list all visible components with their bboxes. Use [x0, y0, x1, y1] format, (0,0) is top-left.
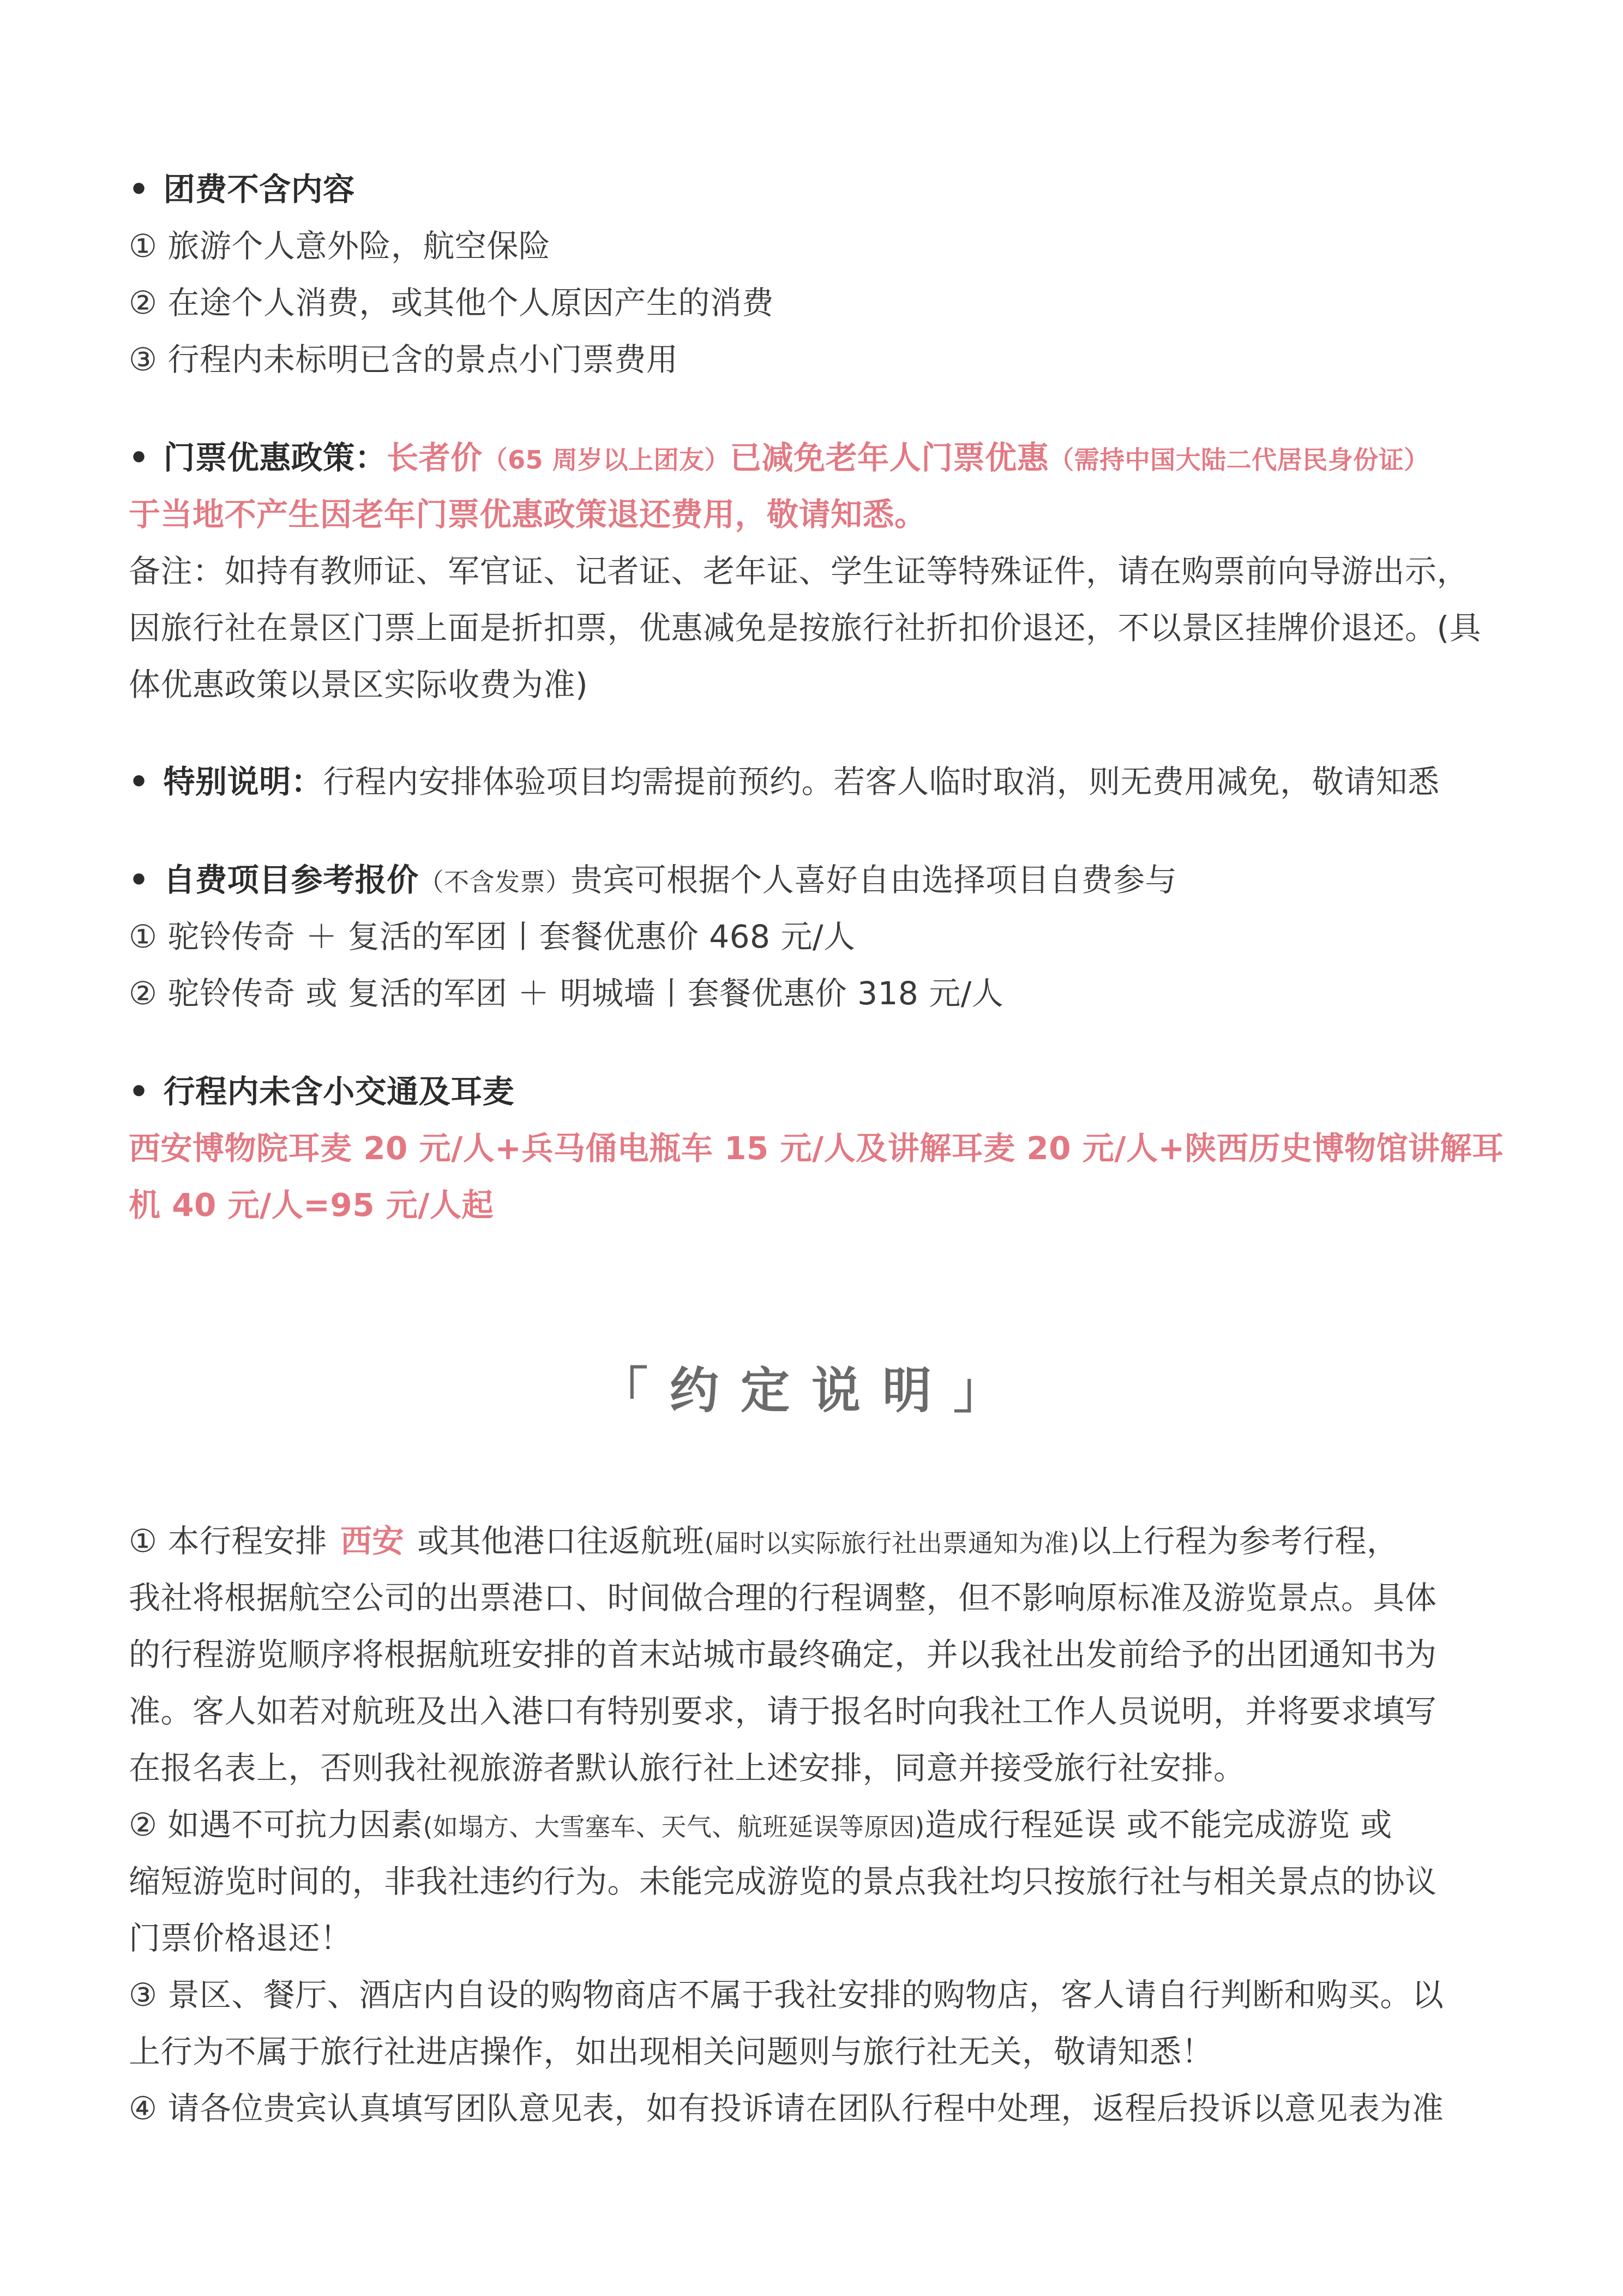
- bullet: •: [129, 861, 149, 898]
- list-item: ② 驼铃传奇 或 复活的军团 ＋ 明城墙丨套餐优惠价 318 元/人: [129, 975, 1004, 1012]
- section-transport-headset: • 行程内未含小交通及耳麦: [129, 1073, 515, 1110]
- section-optional-items: • 自费项目参考报价（不含发票）贵宾可根据个人喜好自由选择项目自费参与: [129, 861, 1177, 898]
- section-heading-exclusions: • 团费不含内容: [129, 171, 355, 208]
- transport-price-line: 西安博物院耳麦 20 元/人+兵马俑电瓶车 15 元/人及讲解耳麦 20 元/人+陕西历史博物馆讲解耳: [129, 1130, 1504, 1167]
- note-line: 备注：如持有教师证、军官证、记者证、老年证、学生证等特殊证件，请在购票前向导游出示，: [129, 553, 1469, 590]
- note-line: 因旅行社在景区门票上面是折扣票，优惠减免是按旅行社折扣价退还，不以景区挂牌价退还。(具: [129, 609, 1482, 646]
- section-heading-ticket-policy: • 门票优惠政策：长者价（65 周岁以上团友）已减免老年人门票优惠（需持中国大陆二代居民身份证）: [129, 439, 1429, 476]
- bullet: •: [129, 763, 149, 800]
- list-item: ① 旅游个人意外险，航空保险: [129, 227, 551, 265]
- agreement-paragraph-3: ③ 景区、餐厅、酒店内自设的购物商店不属于我社安排的购物店，客人请自行判断和购买。以: [129, 1976, 1444, 2013]
- agreement-paragraph-4: ④ 请各位贵宾认真填写团队意见表，如有投诉请在团队行程中处理，返程后投诉以意见表为准: [129, 2090, 1444, 2127]
- section-special-note: • 特别说明：行程内安排体验项目均需提前预约。若客人临时取消，则无费用减免，敬请知悉: [129, 763, 1440, 800]
- bullet: •: [129, 439, 149, 476]
- list-item: ③ 行程内未标明已含的景点小门票费用: [129, 341, 678, 378]
- agreement-line: 我社将根据航空公司的出票港口、时间做合理的行程调整，但不影响原标准及游览景点。具体: [129, 1579, 1437, 1616]
- agreement-paragraph-2: ② 如遇不可抗力因素(如塌方、大雪塞车、天气、航班延误等原因)造成行程延误 或不能完成游览 或: [129, 1806, 1392, 1843]
- agreement-line: 上行为不属于旅行社进店操作，如出现相关问题则与旅行社无关，敬请知悉！: [129, 2033, 1214, 2070]
- list-item: ① 驼铃传奇 ＋ 复活的军团丨套餐优惠价 468 元/人: [129, 918, 856, 955]
- agreement-line: 准。客人如若对航班及出入港口有特别要求，请于报名时向我社工作人员说明，并将要求填写: [129, 1693, 1437, 1730]
- agreement-line: 的行程游览顺序将根据航班安排的首末站城市最终确定，并以我社出发前给予的出团通知书为: [129, 1636, 1437, 1673]
- bullet: •: [129, 171, 149, 208]
- agreement-line: 门票价格退还！: [129, 1920, 352, 1957]
- agreement-title: 「约定说明」: [599, 1362, 1024, 1419]
- transport-price-line: 机 40 元/人=95 元/人起: [129, 1186, 494, 1224]
- list-item: ② 在途个人消费，或其他个人原因产生的消费: [129, 284, 774, 321]
- agreement-line: 缩短游览时间的，非我社违约行为。未能完成游览的景点我社均只按旅行社与相关景点的协议: [129, 1863, 1437, 1900]
- agreement-line: 在报名表上，否则我社视旅游者默认旅行社上述安排，同意并接受旅行社安排。: [129, 1749, 1246, 1787]
- policy-notice: 于当地不产生因老年门票优惠政策退还费用，敬请知悉。: [129, 496, 927, 533]
- agreement-paragraph-1: ① 本行程安排 西安 或其他港口往返航班(届时以实际旅行社出票通知为准)以上行程为参考行程，: [129, 1522, 1399, 1560]
- note-line: 体优惠政策以景区实际收费为准): [129, 666, 588, 703]
- bullet: •: [129, 1073, 149, 1110]
